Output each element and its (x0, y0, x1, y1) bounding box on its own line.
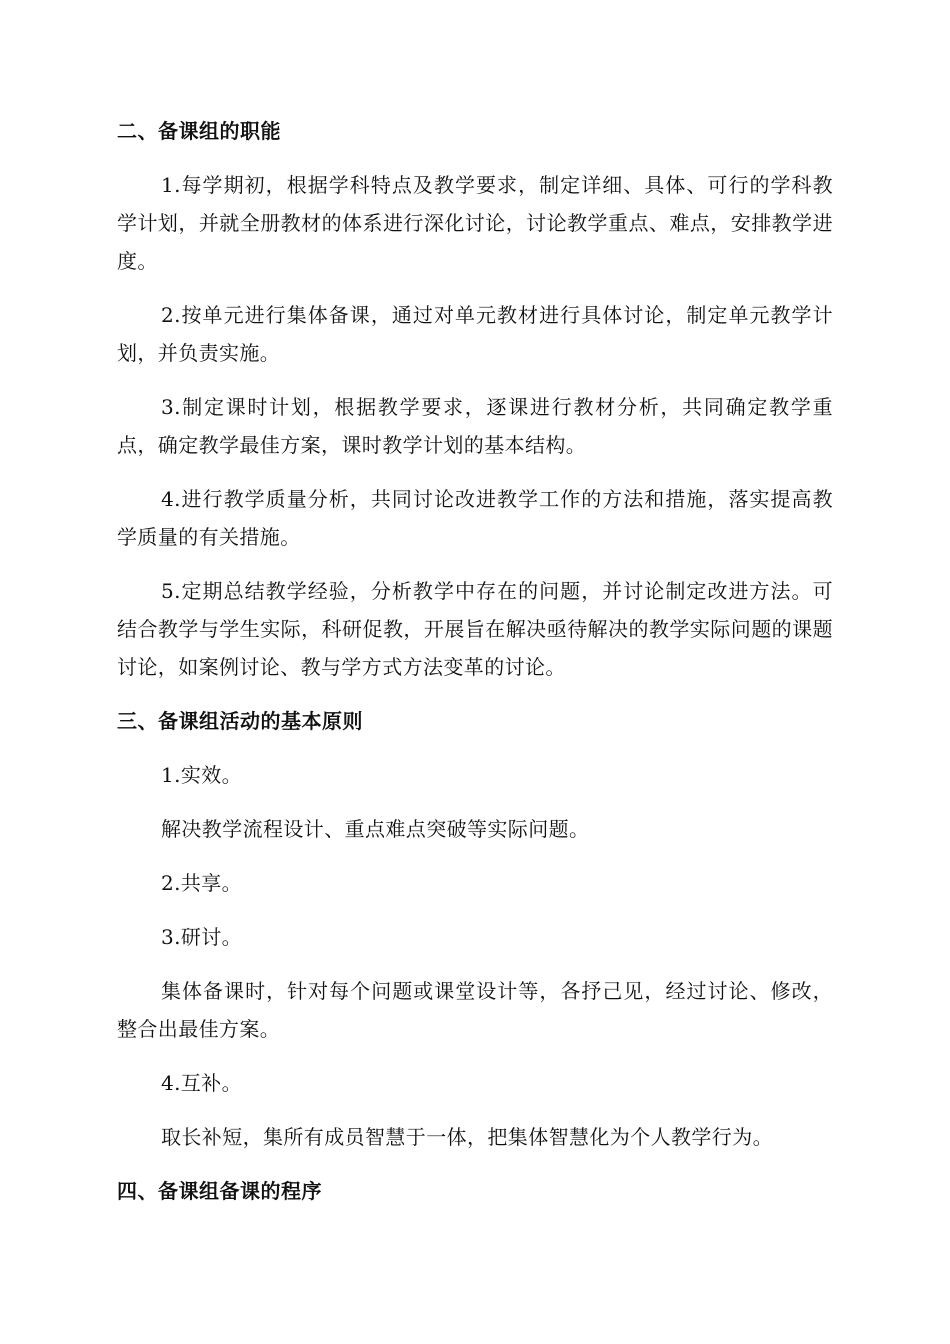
function-item-2: 2.按单元进行集体备课，通过对单元教材进行具体讨论，制定单元教学计划，并负责实施。 (117, 303, 833, 365)
principle-item-4-desc: 取长补短，集所有成员智慧于一体，把集体智慧化为个人教学行为。 (161, 1125, 773, 1149)
function-item-4: 4.进行教学质量分析，共同讨论改进教学工作的方法和措施，落实提高教学质量的有关措施。 (117, 487, 833, 549)
principle-item-1: 1.实效。 (161, 763, 243, 787)
function-item-1: 1.每学期初，根据学科特点及教学要求，制定详细、具体、可行的学科教学计划，并就全册教材的体系进行深化讨论，讨论教学重点、难点，安排教学进度。 (117, 173, 833, 273)
function-item-5: 5.定期总结教学经验，分析教学中存在的问题，并讨论制定改进方法。可结合教学与学生实际，科研促教，开展旨在解决亟待解决的教学实际问题的课题讨论，如案例讨论、教与学方式方法变革的讨论。 (117, 579, 833, 679)
section-heading-procedure: 四、备课组备课的程序 (117, 1179, 322, 1203)
function-item-3: 3.制定课时计划，根据教学要求，逐课进行教材分析，共同确定教学重点，确定教学最佳方案，课时教学计划的基本结构。 (117, 395, 833, 457)
section-heading-functions: 二、备课组的职能 (117, 119, 281, 143)
document-page (117, 112, 833, 1210)
principle-item-2: 2.共享。 (161, 871, 243, 895)
principle-item-3-desc: 集体备课时，针对每个问题或课堂设计等，各抒己见，经过讨论、修改，整合出最佳方案。 (117, 979, 833, 1041)
principle-item-4: 4.互补。 (161, 1071, 243, 1095)
principle-item-1-desc: 解决教学流程设计、重点难点突破等实际问题。 (161, 817, 590, 841)
principle-item-3: 3.研讨。 (161, 925, 243, 949)
section-heading-principles: 三、备课组活动的基本原则 (117, 709, 363, 733)
